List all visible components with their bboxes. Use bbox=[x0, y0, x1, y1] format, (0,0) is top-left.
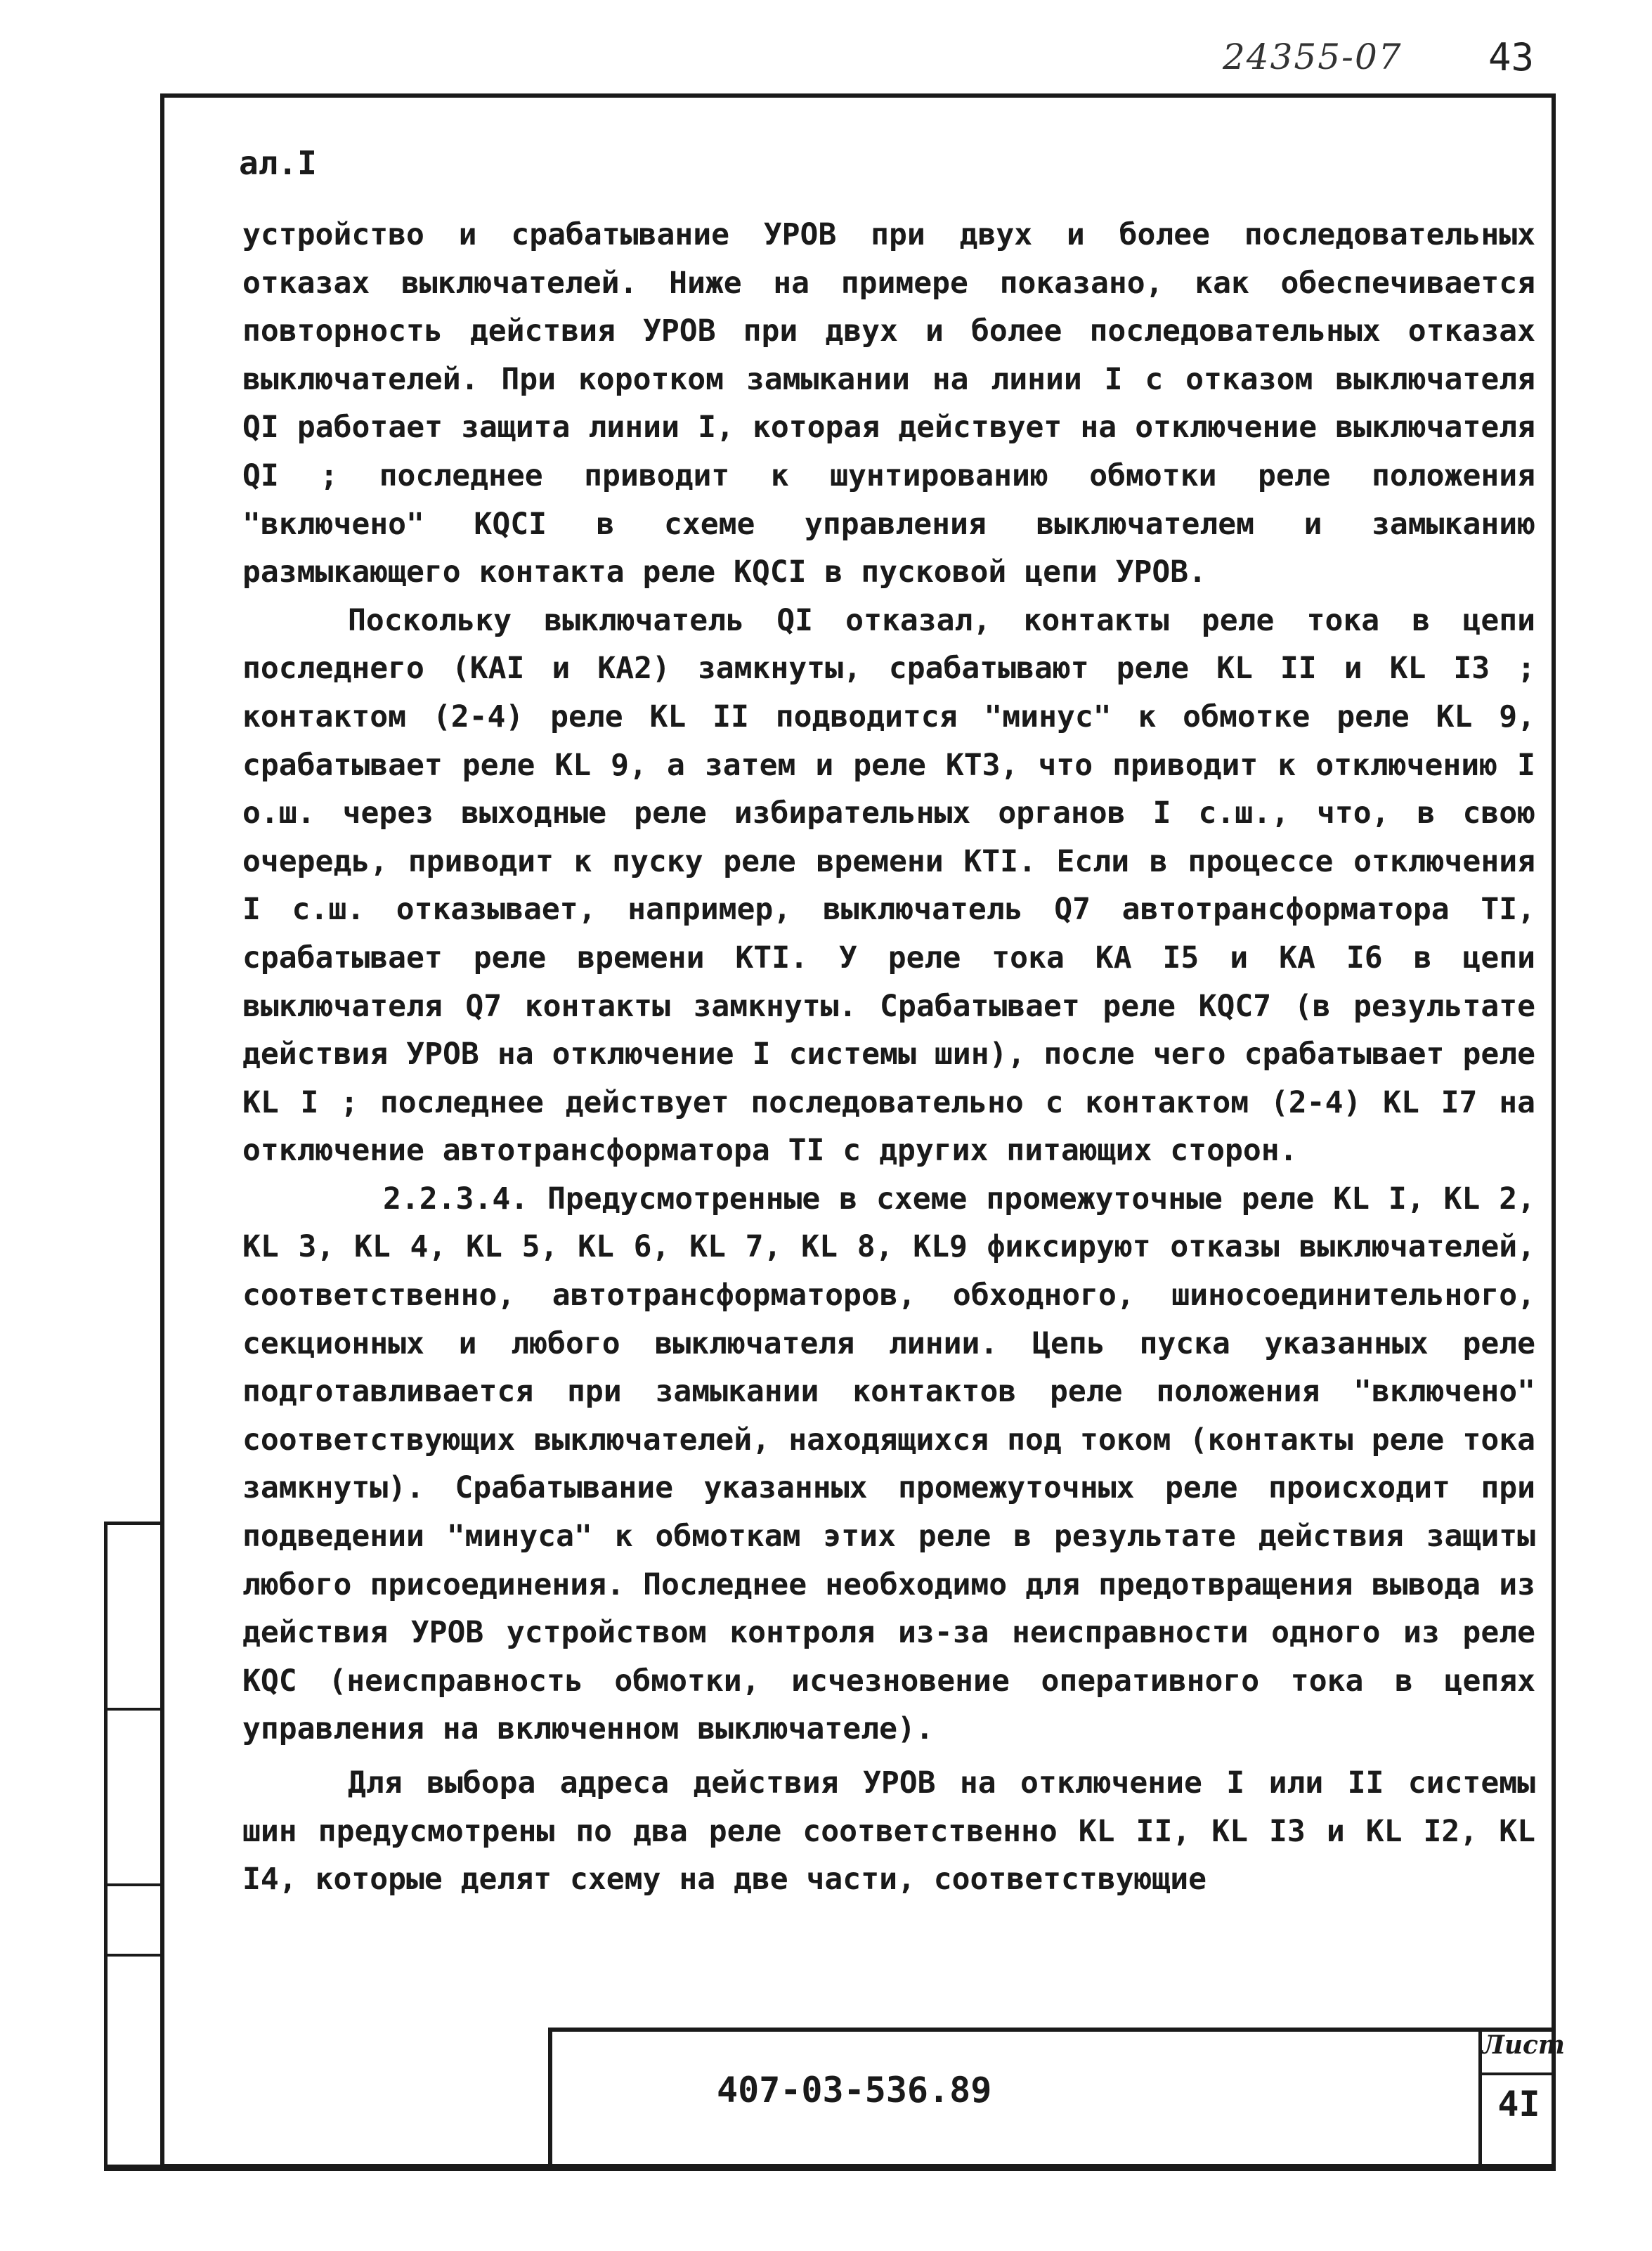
sheet-label: Лист bbox=[1482, 2030, 1556, 2075]
sheet-box bbox=[1478, 2028, 1566, 2168]
handwritten-doc-number: 24355-07 bbox=[1223, 37, 1403, 77]
paragraph: устройство и срабатывание УРОВ при двух и более последовательных отказах выключателей. Ниже на примере показано, как обеспечивается повторность действия УРОВ при двух и более последовательных отказах выключателей. При коротком замыкании на линии I с отказом выключателя QI работает защита линии I, которая действует на отключение выключателя QI ; последнее приводит к шунтированию обмотки реле положения "включено" KQCI в схеме управления выключателем и замыканию размыкающего контакта реле KQCI в пусковой цепи УРОВ. bbox=[242, 217, 1535, 590]
paragraph: Для выбора адреса действия УРОВ на отключение I или II системы шин предусмотрены по два реле соответственно KL II, KL I3 и KL I2, KL I4, которые делят схему на две части, соответствующие bbox=[242, 1765, 1535, 1898]
sheet-reference: ал.I bbox=[239, 144, 317, 182]
bottom-rule bbox=[104, 2167, 1556, 2171]
side-stamp-divider bbox=[108, 1883, 160, 1886]
side-stamp-divider bbox=[108, 1954, 160, 1957]
paragraph: Поскольку выключатель QI отказал, контакты реле тока в цепи последнего (KAI и KA2) замкнуты, срабатывают реле KL II и KL I3 ; контактом (2-4) реле KL II подводится "минус" к обмотке реле KL 9, срабатывает реле KL 9, а затем и реле KT3, что приводит к отключению I о.ш. через выходные реле избирательных органов I с.ш., что, в свою очередь, приводит к пуску реле времени KTI. Если в процессе отключения I с.ш. отказывает, например, выключатель Q7 автотрансформатора TI, срабатывает реле времени KTI. У реле тока KA I5 и KA I6 в цепи выключателя Q7 контакты замкнуты. Срабатывает реле KQC7 (в результате действия УРОВ на отключение I системы шин), после чего срабатывает реле KL I ; последнее действует последовательно с контактом (2-4) KL I7 на отключение автотрансформатора TI с других питающих сторон. bbox=[242, 602, 1535, 1169]
document-code: 407-03-536.89 bbox=[717, 2070, 992, 2110]
title-block bbox=[548, 2028, 1556, 2168]
paragraph: 2.2.3.4. Предусмотренные в схеме промежуточные реле KL I, KL 2, KL 3, KL 4, KL 5, KL 6, KL 7, KL 8, KL9 фиксируют отказы выключателей, соответственно, автотрансформаторов, обходного, шиносоединительного, секционных и любого выключателя линии. Цепь пуска указанных реле подготавливается при замыкании контактов реле положения "включено" соответствующих выключателей, находящихся под током (контакты реле тока замкнуты). Срабатывание указанных промежуточных реле происходит при подведении "минуса" к обмоткам этих реле в результате действия защиты любого присоединения. Последнее необходимо для предотвращения вывода из действия УРОВ устройством контроля из-за неисправности одного из реле KQC (неисправность обмотки, исчезновение оперативного тока в цепях управления на включенном выключателе). bbox=[242, 1181, 1535, 1747]
sheet-number: 4I bbox=[1497, 2084, 1540, 2124]
side-stamp-divider bbox=[108, 1708, 160, 1711]
side-stamp bbox=[104, 1522, 160, 2168]
page-number: 43 bbox=[1488, 35, 1535, 79]
document-text bbox=[242, 211, 1535, 1904]
